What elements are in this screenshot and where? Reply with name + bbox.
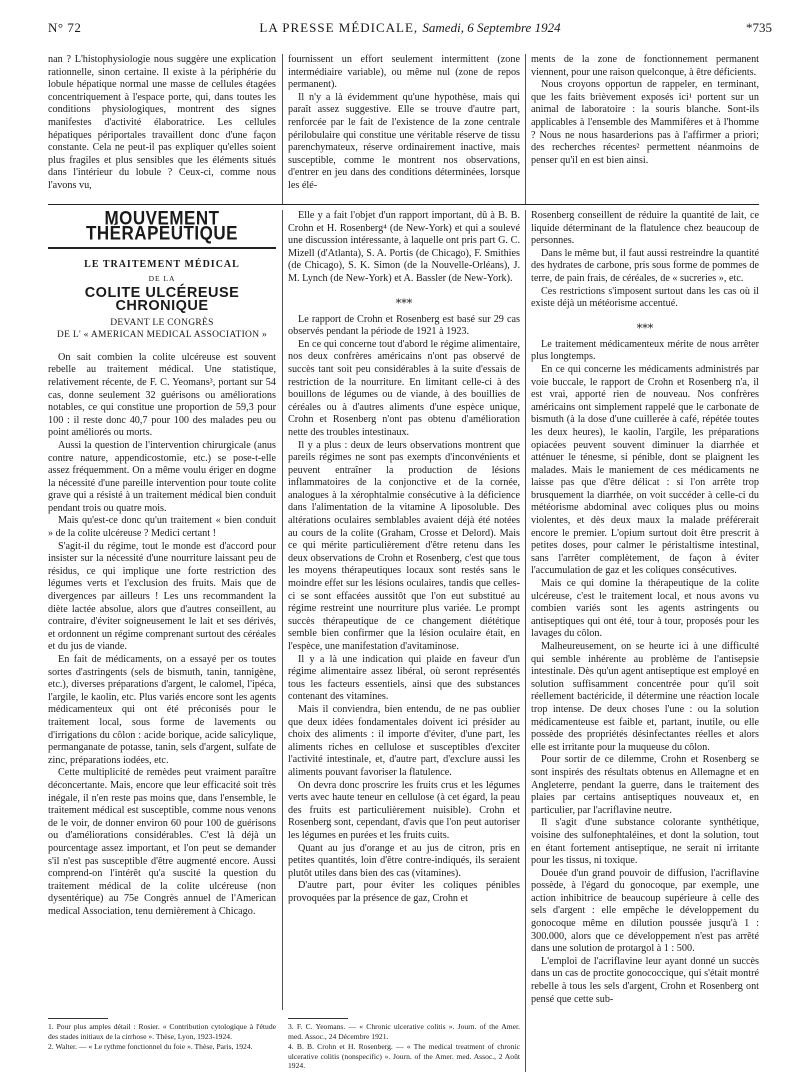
column-rule bbox=[282, 210, 283, 1010]
article-line-1: DEVANT LE CONGRÈS bbox=[110, 317, 214, 328]
col2-para: Quant au jus d'orange et au jus de citron, pris en petites quantités, loin d'être contre-indiqués, ils seraient plutôt utiles dans bien des cas (vitamines). bbox=[288, 842, 520, 879]
col2-para: Le rapport de Crohn et Rosenberg est basé sur 29 cas observés pendant la période de 1921 à 1923. bbox=[288, 313, 520, 338]
col3-para: Il s'agit d'une substance colorante synthétique, voisine des sulfonephtaléines, et dont la solution, tout en étant fortement antiseptique, ne serait ni irritante pour les tissus, ni toxique. bbox=[531, 817, 759, 867]
col3-para: Dans le même but, il faut aussi restreindre la quantité des hydrates de carbone, pris sous forme de pommes de terre, de pain frais, de céréales, de « sucreries », etc. bbox=[531, 247, 759, 284]
article-line-2: DE L' « AMERICAN MEDICAL ASSOCIATION » bbox=[56, 330, 268, 341]
article-column-3 bbox=[531, 210, 759, 1006]
article-subtitle: LE TRAITEMENT MÉDICAL bbox=[84, 259, 240, 271]
column-rule bbox=[525, 210, 526, 1072]
col2-para: On devra donc proscrire les fruits crus et les légumes verts avec haute teneur en cellulose (à cet égard, la peau des fruits est particulièrement nuisible). Crohn et Rosenberg sont, cependant, d'avis que l'on peut autoriser les légumes en purées et les fruits cuits. bbox=[288, 779, 520, 841]
col1-para: Mais qu'est-ce donc qu'un traitement « bien conduit » de la colite ulcéreuse ? Medici certant ! bbox=[48, 515, 276, 540]
article-title: COLITE ULCÉREUSE CHRONIQUE bbox=[84, 285, 240, 314]
article-column-1 bbox=[48, 207, 276, 918]
footnote-rule bbox=[288, 1018, 348, 1019]
col3-para: Pour sortir de ce dilemme, Crohn et Rosenberg se sont inspirés des résultats obtenus en Allemagne et en Angleterre, pendant la guerre, dans le traitement des plaies par certains antiseptiques nouveaux et, en particulier, par l'acriflavine neutre. bbox=[531, 754, 759, 816]
col1-para: On sait combien la colite ulcéreuse est souvent rebelle au traitement médical. Une statistique, relativement récente, de F. C. Yeomans³, portant sur 54 cas, donne seulement 32 guérisons ou améliorations notables, ce qui constitue une proportion de 59,3 pour 100 : il reste donc 40,7 pour 100 des malades peu ou point améliorés ou morts. bbox=[48, 351, 276, 439]
col2-para: Il y a plus : deux de leurs observations montrent que pareils régimes ne sont pas exempts d'inconvénients et peuvent entraîner la production de lésions inflammatoires de la conjonctive et de la cornée, analogues à la xérophtalmie consécutive à la déficience dans l'alimentation de la vitamine A liposoluble. Des altérations oculaires semblables avaient déjà été notées au cours de la colite (Graham, Crosse et Delord). Mais ce qui mérite particulièrement d'être retenu dans les deux observations de Crohn et Rosenberg, c'est que tous les moyens thérapeutiques locaux sont restés sans le moindre effet sur les lésions oculaires, tandis que celles-ci se sont effacées aussitôt que l'on eut substitué au régime restreint une nourriture plus variée. Le prompt succès thérapeutique de ce changement diététique semble bien confirmer que la lésion oculaire était, en l'espèce, une manifestation d'avitaminose. bbox=[288, 439, 520, 652]
issue-number: N° 72 bbox=[48, 20, 82, 35]
col1-para: En fait de médicaments, on a essayé per os toutes sortes d'astringents (sels de bismuth, tanin, tannigène, etc.), diverses préparations d'argent, le calomel, l'ipéca, l'argile, le kaolin, etc. Plus variés encore sont les agents médicamenteux qui ont été préconisés pour le traitement local, sous forme de lavements ou d'irrigations du côlon : acide borique, acide salicylique, permanganate de potasse, tanin, sels d'argent, sulfate de zinc, préparations iodées, etc. bbox=[48, 654, 276, 766]
col1-para: S'agit-il du régime, tout le monde est d'accord pour insister sur la nécessité d'une nourriture laissant peu de résidus, ce qui implique une forte restriction des légumes verts et l'exclusion des fruits. Mais que de divergences par ailleurs ! Les uns recommandent la diète lactée absolue, alors que d'autres conseillent, au contraire, d'éviter soigneusement le lait et ses dérivés, et ordonnent un régime comprenant surtout des céréales et du jus de viande. bbox=[48, 540, 276, 653]
footnotes-middle bbox=[288, 1018, 520, 1072]
top-col1-text: nan ? L'histophysiologie nous suggère une explication rationnelle, sinon certaine. Il existe à la périphérie du lobule hépatique normal une masse de cellules étagées concentriquement à l'espace porte, qui, dans toutes les conditions physiologiques, montrent des signes manifestes d'activité élaboratrice. Les cellules hépatiques périportales travaillent donc d'une façon constante. Cela ne peut-il pas expliquer qu'elles soient plus fragiles et plus sensibles que les éléments situés dans l'intérieur du lobule ? Ceux-ci, comme nous l'avons vu, bbox=[48, 54, 276, 191]
top-column-3 bbox=[531, 54, 759, 167]
col3-para: Malheureusement, on se heurte ici à une difficulté qui semble inhérente au problème de l'antisepsie intestinale. Dès qu'un agent antiseptique est employé en solution suffisamment concentrée pour qu'il soit réellement bactéricide, il détermine une réaction locale trop intense. De deux choses l'une : ou la solution médicamenteuse est faible et, partant, inutile, ou elle possède des propriétés désinfectantes réelles et alors elle est irritante pour la muqueuse du côlon. bbox=[531, 641, 759, 753]
col3-para: Le traitement médicamenteux mérite de nous arrêter plus longtemps. bbox=[531, 338, 759, 363]
col3-para: Ces restrictions s'imposent surtout dans les cas où il existe déjà un météorisme accentué. bbox=[531, 285, 759, 310]
footnotes-left bbox=[48, 1018, 276, 1053]
section-stars: ⁎⁎⁎ bbox=[636, 318, 654, 331]
section-divider bbox=[48, 204, 759, 205]
issue-date: Samedi, 6 Septembre 1924 bbox=[422, 20, 561, 35]
article-de-la: DE LA bbox=[148, 273, 176, 283]
top-column-2 bbox=[288, 54, 520, 193]
footnote: 4. B. B. Crohn et H. Rosenberg. — « The medical treatment of chronic ulcerative colitis (nonspecific) ». Journ. of the Amer. med. Assoc., 2 Août 1924. bbox=[288, 1042, 520, 1071]
top-col2-para-1: fournissent un effort seulement intermittent (zone intermédiaire variable), ou même nul (zone de repos permanent). bbox=[288, 54, 520, 91]
col3-para: Rosenberg conseillent de réduire la quantité de lait, ce liquide déterminant de la flatulence chez beaucoup de personnes. bbox=[531, 210, 759, 247]
col3-para: Mais ce qui domine la thérapeutique de la colite ulcéreuse, c'est le traitement local, et nous avons vu combien variés sont les agents astringents ou antiseptiques qui ont été, tour à tour, proposés pour les lavages du côlon. bbox=[531, 578, 759, 640]
col2-para: Elle y a fait l'objet d'un rapport important, dû à B. B. Crohn et H. Rosenberg⁴ (de New-York) et qui a soulevé une discussion intéressante, à laquelle ont pris part G. C. Mizell (d'Atlanta), S. A. Portis (de Chicago), F. Smithies (de Chicago), S. K. Simon (de la Nouvelle-Orléans), J. M. Lynch (de New-York) et A. Bassler (de New-York). bbox=[288, 210, 520, 284]
journal-title bbox=[48, 20, 772, 36]
col2-para: Il y a là une indication qui plaide en faveur d'un régime alimentaire assez libéral, où seront représentés tous les facteurs essentiels, ainsi que des substances contenant des vitamines. bbox=[288, 653, 520, 703]
col3-para: En ce qui concerne les médicaments administrés par voie buccale, le rapport de Crohn et Rosenberg n'a, il est vrai, apporté rien de nouveau. Nos confrères américains ont simplement rappelé que le carbonate de bismuth (à la dose d'une cuillerée à café, répétée toutes les deux heures), le kaolin, l'argile, les préparations opiacées peuvent souvent diminuer la diarrhée et atténuer le ténesme, si pénible, dont se plaignent les malades. Mais le maniement de ces médicaments ne laisse pas que d'être délicat : si l'on arrête trop brusquement la diarrhée, on voit succéder à celle-ci du météorisme abdominal avec coliques plus ou moins violentes, et dès deux maux la malade préférerait encore le premier. L'opium surtout doit être prescrit à petites doses, pour calmer le péristaltisme intestinal, sans l'arrêter complètement, de façon à éviter l'accumulation de gaz et les coliques consécutives. bbox=[531, 363, 759, 577]
article-column-2 bbox=[288, 210, 520, 905]
page-header bbox=[48, 20, 772, 38]
column-rule bbox=[525, 54, 526, 204]
column-rule bbox=[282, 54, 283, 204]
section-title: MOUVEMENT THÉRAPEUTIQUE bbox=[86, 207, 238, 244]
col3-para: L'emploi de l'acriflavine leur ayant donné un succès dans un cas de proctite gonococcique, qui s'était montré rebelle à tous les sels d'argent, Crohn et Rosenberg ont pensé que cette sub- bbox=[531, 955, 759, 1005]
top-col3-para-2: Nous croyons opportun de rappeler, en terminant, que les faits brièvement exposés ici¹ portent sur un animal de laboratoire : la souris blanche. Sont-ils applicables à l'ensemble des Mammifères et à l'homme ? Nous ne nous hasarderions pas à l'affirmer a priori; des recherches récentes² permettent néanmoins de penser qu'il en est bien ainsi. bbox=[531, 79, 759, 166]
footnote: 2. Walter. — « Le rythme fonctionnel du foie ». Thèse, Paris, 1924. bbox=[48, 1042, 253, 1052]
col1-para: Cette multiplicité de remèdes peut vraiment paraître déconcertante. Mais, encore que leur efficacité soit très inégale, il n'en reste pas moins que, dans l'ensemble, le traitement médical est susceptible, comme nous venons de le voir, de donner environ 60 pour 100 de guérisons ou d'améliorations considérables. C'est là déjà un pourcentage assez important, et l'on peut se demander s'il n'est pas susceptible d'être augmenté encore. Aussi comprend-on l'intérêt qu'a suscité la question du traitement médical de la colite ulcéreuse (non dysentérique) au 75e Congrès annuel de l'American medical Association, tenu dernièrement à Chicago. bbox=[48, 767, 276, 917]
top-col2-para-2: Il n'y a là évidemment qu'une hypothèse, mais qui paraît assez suggestive. Elle se trouve d'autre part, renforcée par le fait de l'existence de la zone centrale périlobulaire qui constitue une véritable réserve de tissu parenchymateux, réserve ordinairement inactive, mais susceptible, comme le montrent nos observations, d'entrer en jeu dans des conditions déterminées, lorsque les élé- bbox=[288, 91, 520, 191]
col3-para: Douée d'un grand pouvoir de diffusion, l'acriflavine possède, à l'égard du gonocoque, par exemple, une action inhibitrice de beaucoup supérieure à celle des sels d'argent : elle empêche le développement du gonocoque même en dilution poussée jusqu'à 1 : 300.000, alors que ce développement n'est pas arrêté dans une solution de protargol à 1 : 500. bbox=[531, 867, 759, 955]
footnote: 3. F. C. Yeomans. — « Chronic ulcerative colitis ». Journ. of the Amer. med. Assoc., 24 Décembre 1921. bbox=[288, 1022, 520, 1041]
footnote: 1. Pour plus amples détail : Rosier. « Contribution cytologique à l'étude des stades initiaux de la cirrhose ». Thèse, Lyon, 1923-1924. bbox=[48, 1022, 276, 1041]
top-column-1 bbox=[48, 54, 276, 193]
col1-para: Aussi la question de l'intervention chirurgicale (anus contre nature, appendicostomie, etc.) se pose-t-elle assez fréquemment. On a même voulu ériger en dogme la nécessité d'une pareille intervention pour toute colite grave qui a résisté à un traitement médical bien conduit pendant trois ou quatre mois. bbox=[48, 439, 276, 514]
journal-name: LA PRESSE MÉDICALE, bbox=[259, 20, 419, 35]
col2-para: Mais il conviendra, bien entendu, de ne pas oublier que deux idées fondamentales doivent ici présider au choix des aliments : il importe d'éviter, d'une part, les aliments riches en cellulose et susceptibles d'exciter l'activité intestinale, et, d'autre part, d'exclure aussi les aliments pouvant favoriser la flatulence. bbox=[288, 703, 520, 778]
section-stars: ⁎⁎⁎ bbox=[395, 293, 413, 306]
col2-para: En ce qui concerne tout d'abord le régime alimentaire, nos deux confrères américains n'ont pas observé de succès tant soit peu considérables à la suite d'essais de restriction de la nourriture. En limitant celle-ci à des bouillons de légumes ou de viande, à des bouillies de céréales ou à d'autres aliments d'une espèce unique, Crohn et Rosenberg n'ont pas obtenu d'amélioration nette des troubles intestinaux. bbox=[288, 338, 520, 438]
top-col3-para-1: ments de la zone de fonctionnement permanent viennent, pour une raison quelconque, à être déficients. bbox=[531, 54, 759, 78]
footnote-rule bbox=[48, 1018, 108, 1019]
page-number: *735 bbox=[746, 20, 772, 35]
col2-para: D'autre part, pour éviter les coliques pénibles provoquées par la présence de gaz, Crohn et bbox=[288, 880, 520, 904]
